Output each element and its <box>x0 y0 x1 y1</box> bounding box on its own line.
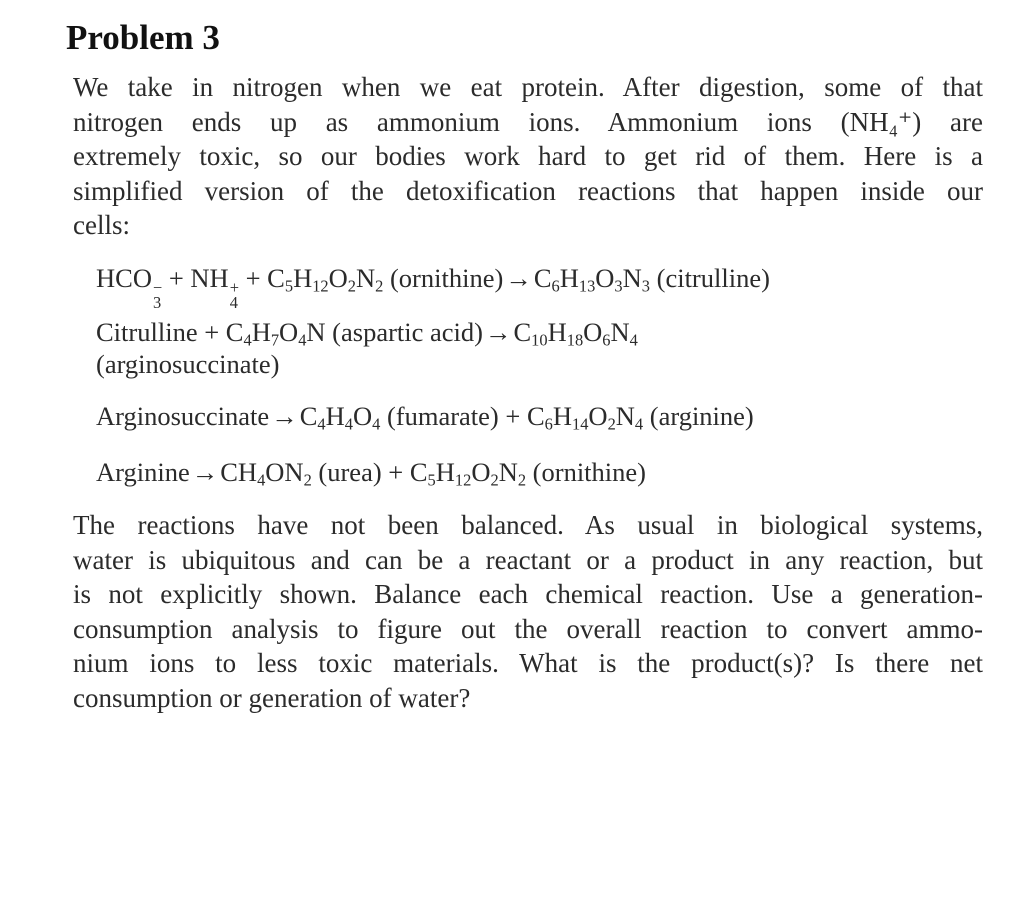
ornithine-label: (ornithine) <box>389 263 504 293</box>
ornithine-formula: $C_5H_{12}O_2N_2$ <box>267 263 384 296</box>
closing-line: nium ions to less toxic materials. What is the product(s)? Is there net <box>73 648 983 678</box>
plus-sign: + <box>505 401 521 431</box>
reaction-2 <box>96 316 638 380</box>
plus-sign: + <box>168 263 184 293</box>
closing-line: consumption or generation of water? <box>73 682 471 713</box>
intro-line: extremely toxic, so our bodies work hard to get rid of them. Here is a <box>73 141 983 171</box>
citrulline-formula: $C_6H_{13}O_3N_3$ <box>533 263 650 296</box>
citrulline-reactant: Citrulline <box>96 317 198 347</box>
reaction-4 <box>96 456 646 488</box>
intro-line: simplified version of the detoxification reactions that happen inside our <box>73 175 983 206</box>
arginine-label: (arginine) <box>649 401 754 431</box>
closing-paragraph <box>73 508 983 715</box>
fumarate-formula: $C_4H_4O_4$ <box>299 401 381 434</box>
reaction-arrow: → <box>191 457 219 487</box>
plus-sign: + <box>204 317 220 347</box>
reaction-arrow: → <box>484 317 512 347</box>
intro-paragraph <box>73 70 983 243</box>
urea-label: (urea) <box>318 457 382 487</box>
urea-formula: $CH_4ON_2$ <box>220 457 312 490</box>
reaction-1 <box>96 262 770 311</box>
aspartic-acid-label: (aspartic acid) <box>332 317 483 347</box>
aspartic-acid-formula: $C_4H_7O_4N$ <box>225 317 326 350</box>
closing-line: The reactions have not been balanced. As usual in biological systems, <box>73 510 983 540</box>
arginosuccinate-formula: $C_{10}H_{18}O_6N_4$ <box>513 317 638 350</box>
arginosuccinate-reactant: Arginosuccinate <box>96 401 270 431</box>
reaction-3 <box>96 400 754 432</box>
intro-line: cells: <box>73 210 130 240</box>
problem-title: Problem 3 <box>66 18 220 57</box>
bicarbonate-ion: HCO − 3 <box>96 263 163 313</box>
arginine-reactant: Arginine <box>96 457 190 487</box>
citrulline-label: (citrulline) <box>656 263 770 293</box>
intro-line: We take in nitrogen when we eat protein. After digestion, some of that <box>73 72 983 102</box>
plus-sign: + <box>388 457 404 487</box>
arginosuccinate-label: (arginosuccinate) <box>96 349 280 379</box>
reaction-arrow: → <box>271 401 298 431</box>
closing-line: is not explicitly shown. Balance each chemical reaction. Use a generation- <box>73 579 983 609</box>
reaction-2-line-1 <box>96 316 638 348</box>
ornithine-product-formula: $C_5H_{12}O_2N_2$ <box>409 457 527 490</box>
closing-line: water is ubiquitous and can be a reactant or a product in any reaction, but <box>73 544 983 575</box>
ornithine-product-label: (ornithine) <box>532 457 646 487</box>
intro-line: nitrogen ends up as ammonium ions. Ammonium ions (NH₄⁺) are <box>73 106 983 137</box>
arginine-formula: $C_6H_{14}O_2N_4$ <box>526 401 644 434</box>
closing-line: consumption analysis to figure out the overall reaction to convert ammo- <box>73 613 983 644</box>
fumarate-label: (fumarate) <box>386 401 499 431</box>
ammonium-ion: NH + 4 <box>190 263 239 313</box>
plus-sign: + <box>245 263 261 293</box>
reaction-arrow: → <box>505 263 532 293</box>
